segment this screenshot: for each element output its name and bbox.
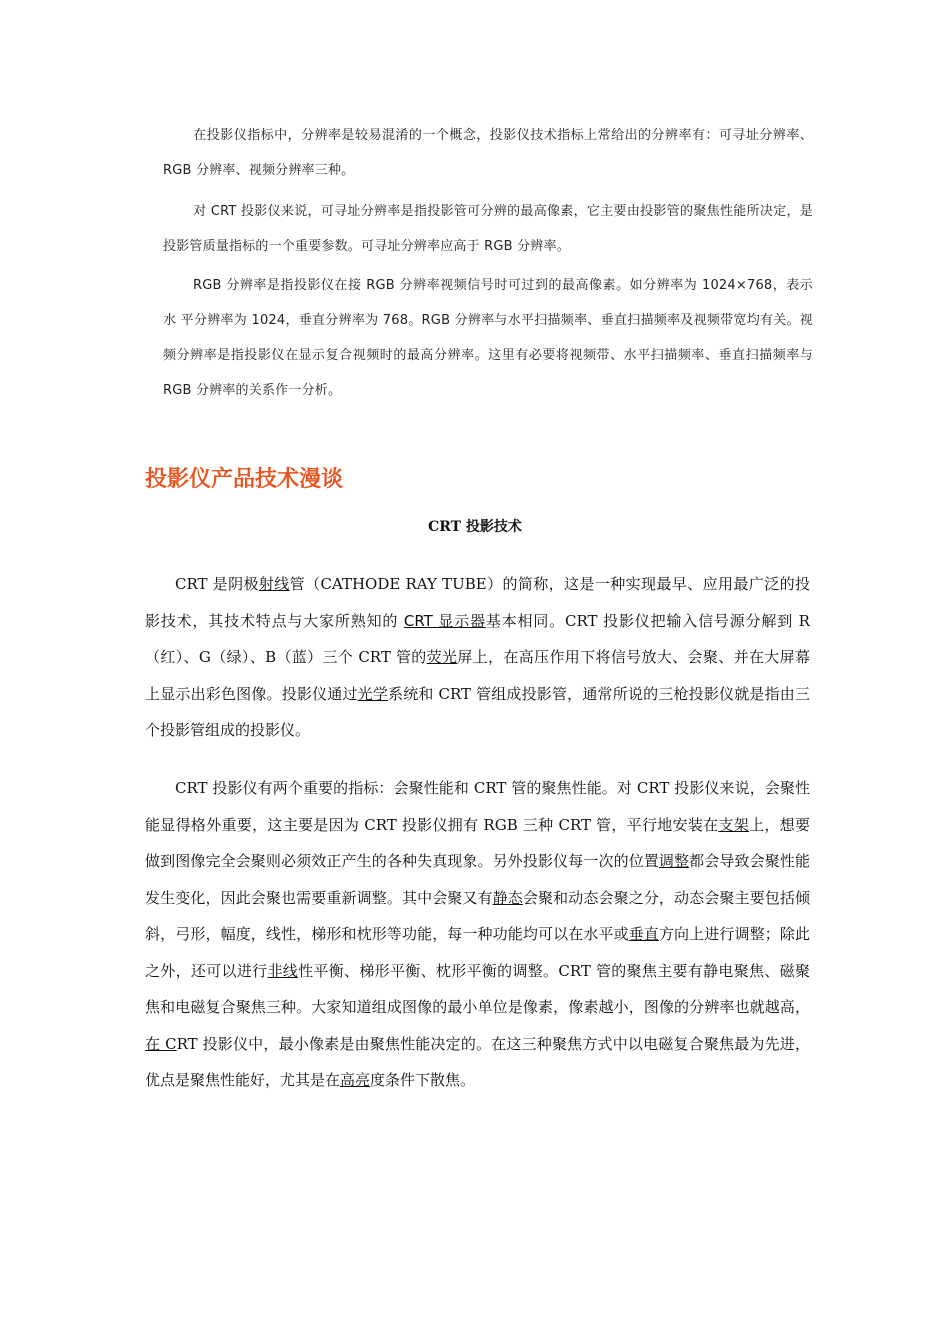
link-adjust[interactable]: 调整 [658, 852, 690, 870]
link-static[interactable]: 静态 [492, 888, 523, 907]
link-crt-display[interactable]: CRT 显示器 [403, 611, 486, 630]
link-brightness[interactable]: 高亮 [340, 1071, 371, 1089]
intro-paragraph-1: 在投影仪指标中，分辨率是较易混淆的一个概念，投影仪技术指标上常给出的分辨率有：可寻址分辨率、RGB 分辨率、视频分辨率三种。 [163, 128, 813, 178]
link-optics[interactable]: 光学 [357, 684, 389, 703]
crt-paragraph-1: CRT 是阴极射线管（CATHODE RAY TUBE）的简称，这是一种实现最早、应用最广泛的投影技术，其技术特点与大家所熟知的 CRT 显示器基本相同。CRT 投影仪把输入信号源分解到 R（红）、G（绿）、B（蓝）三个 CRT 管的荧光屏上，在高压作用下将信号放大、会聚、并在大屏幕上显示出彩色图像。投影仪通过光学系统和 CRT 管组成投影管，通常所说的三枪投影仪就是指由三个投影管组成的投影仪。 [145, 575, 810, 739]
section-title: 投影仪产品技术漫谈 [145, 467, 344, 492]
crt-paragraph-2: CRT 投影仪有两个重要的指标：会聚性能和 CRT 管的聚焦性能。对 CRT 投影仪来说，会聚性能显得格外重要，这主要是因为 CRT 投影仪拥有 RGB 三种 CRT 管，平行地安装在支架上，想要做到图像完全会聚则必须效正产生的各种失真现象。另外投影仪每一次的位置调整都会导致会聚性能发生变化，因此会聚也需要重新调整。其中会聚又有静态会聚和动态会聚之分，动态会聚主要包括倾斜，弓形，幅度，线性，梯形和枕形等功能，每一种功能均可以在水平或垂直方向上进行调整；除此之外，还可以进行非线性平衡、梯形平衡、枕形平衡的调整。CRT 管的聚焦主要有静电聚焦、磁聚焦和电磁复合聚焦三种。大家知道组成图像的最小单位是像素，像素越小，图像的分辨率也就越高，在 CRT 投影仪中，最小像素是由聚焦性能决定的。在这三种聚焦方式中以电磁复合聚焦最为先进，优点是聚焦性能好，尤其是在高亮度条件下散焦。 [145, 779, 810, 1089]
intro-paragraph-2: 对 CRT 投影仪来说，可寻址分辨率是指投影管可分辨的最高像素，它主要由投影管的聚焦性能所决定，是投影管质量指标的一个重要参数。可寻址分辨率应高于 RGB 分辨率。 [163, 204, 813, 254]
link-ray[interactable]: 射线 [258, 575, 290, 593]
link-phosphor[interactable]: 荧光 [426, 648, 458, 666]
link-bracket[interactable]: 支架 [718, 815, 750, 834]
intro-paragraph-3: RGB 分辨率是指投影仪在接 RGB 分辨率视频信号时可过到的最高像素。如分辨率为 1024×768，表示水 平分辨率为 1024，垂直分辨率为 768。RGB 分辨率与水平扫描频率、垂直扫描频率及视频带宽均有关。视频分辨率是指投影仪在显示复合视频时的最高分辨率。这里有必要将视频带、水平扫描频率、垂直扫描频率与 RGB 分辨率的关系作一分析。 [163, 278, 813, 398]
section-subtitle: CRT 投影技术 [428, 519, 522, 535]
link-vertical[interactable]: 垂直 [628, 925, 659, 943]
link-in-crt[interactable]: 在 C [145, 1034, 177, 1053]
link-nonlinear[interactable]: 非线 [267, 961, 299, 980]
